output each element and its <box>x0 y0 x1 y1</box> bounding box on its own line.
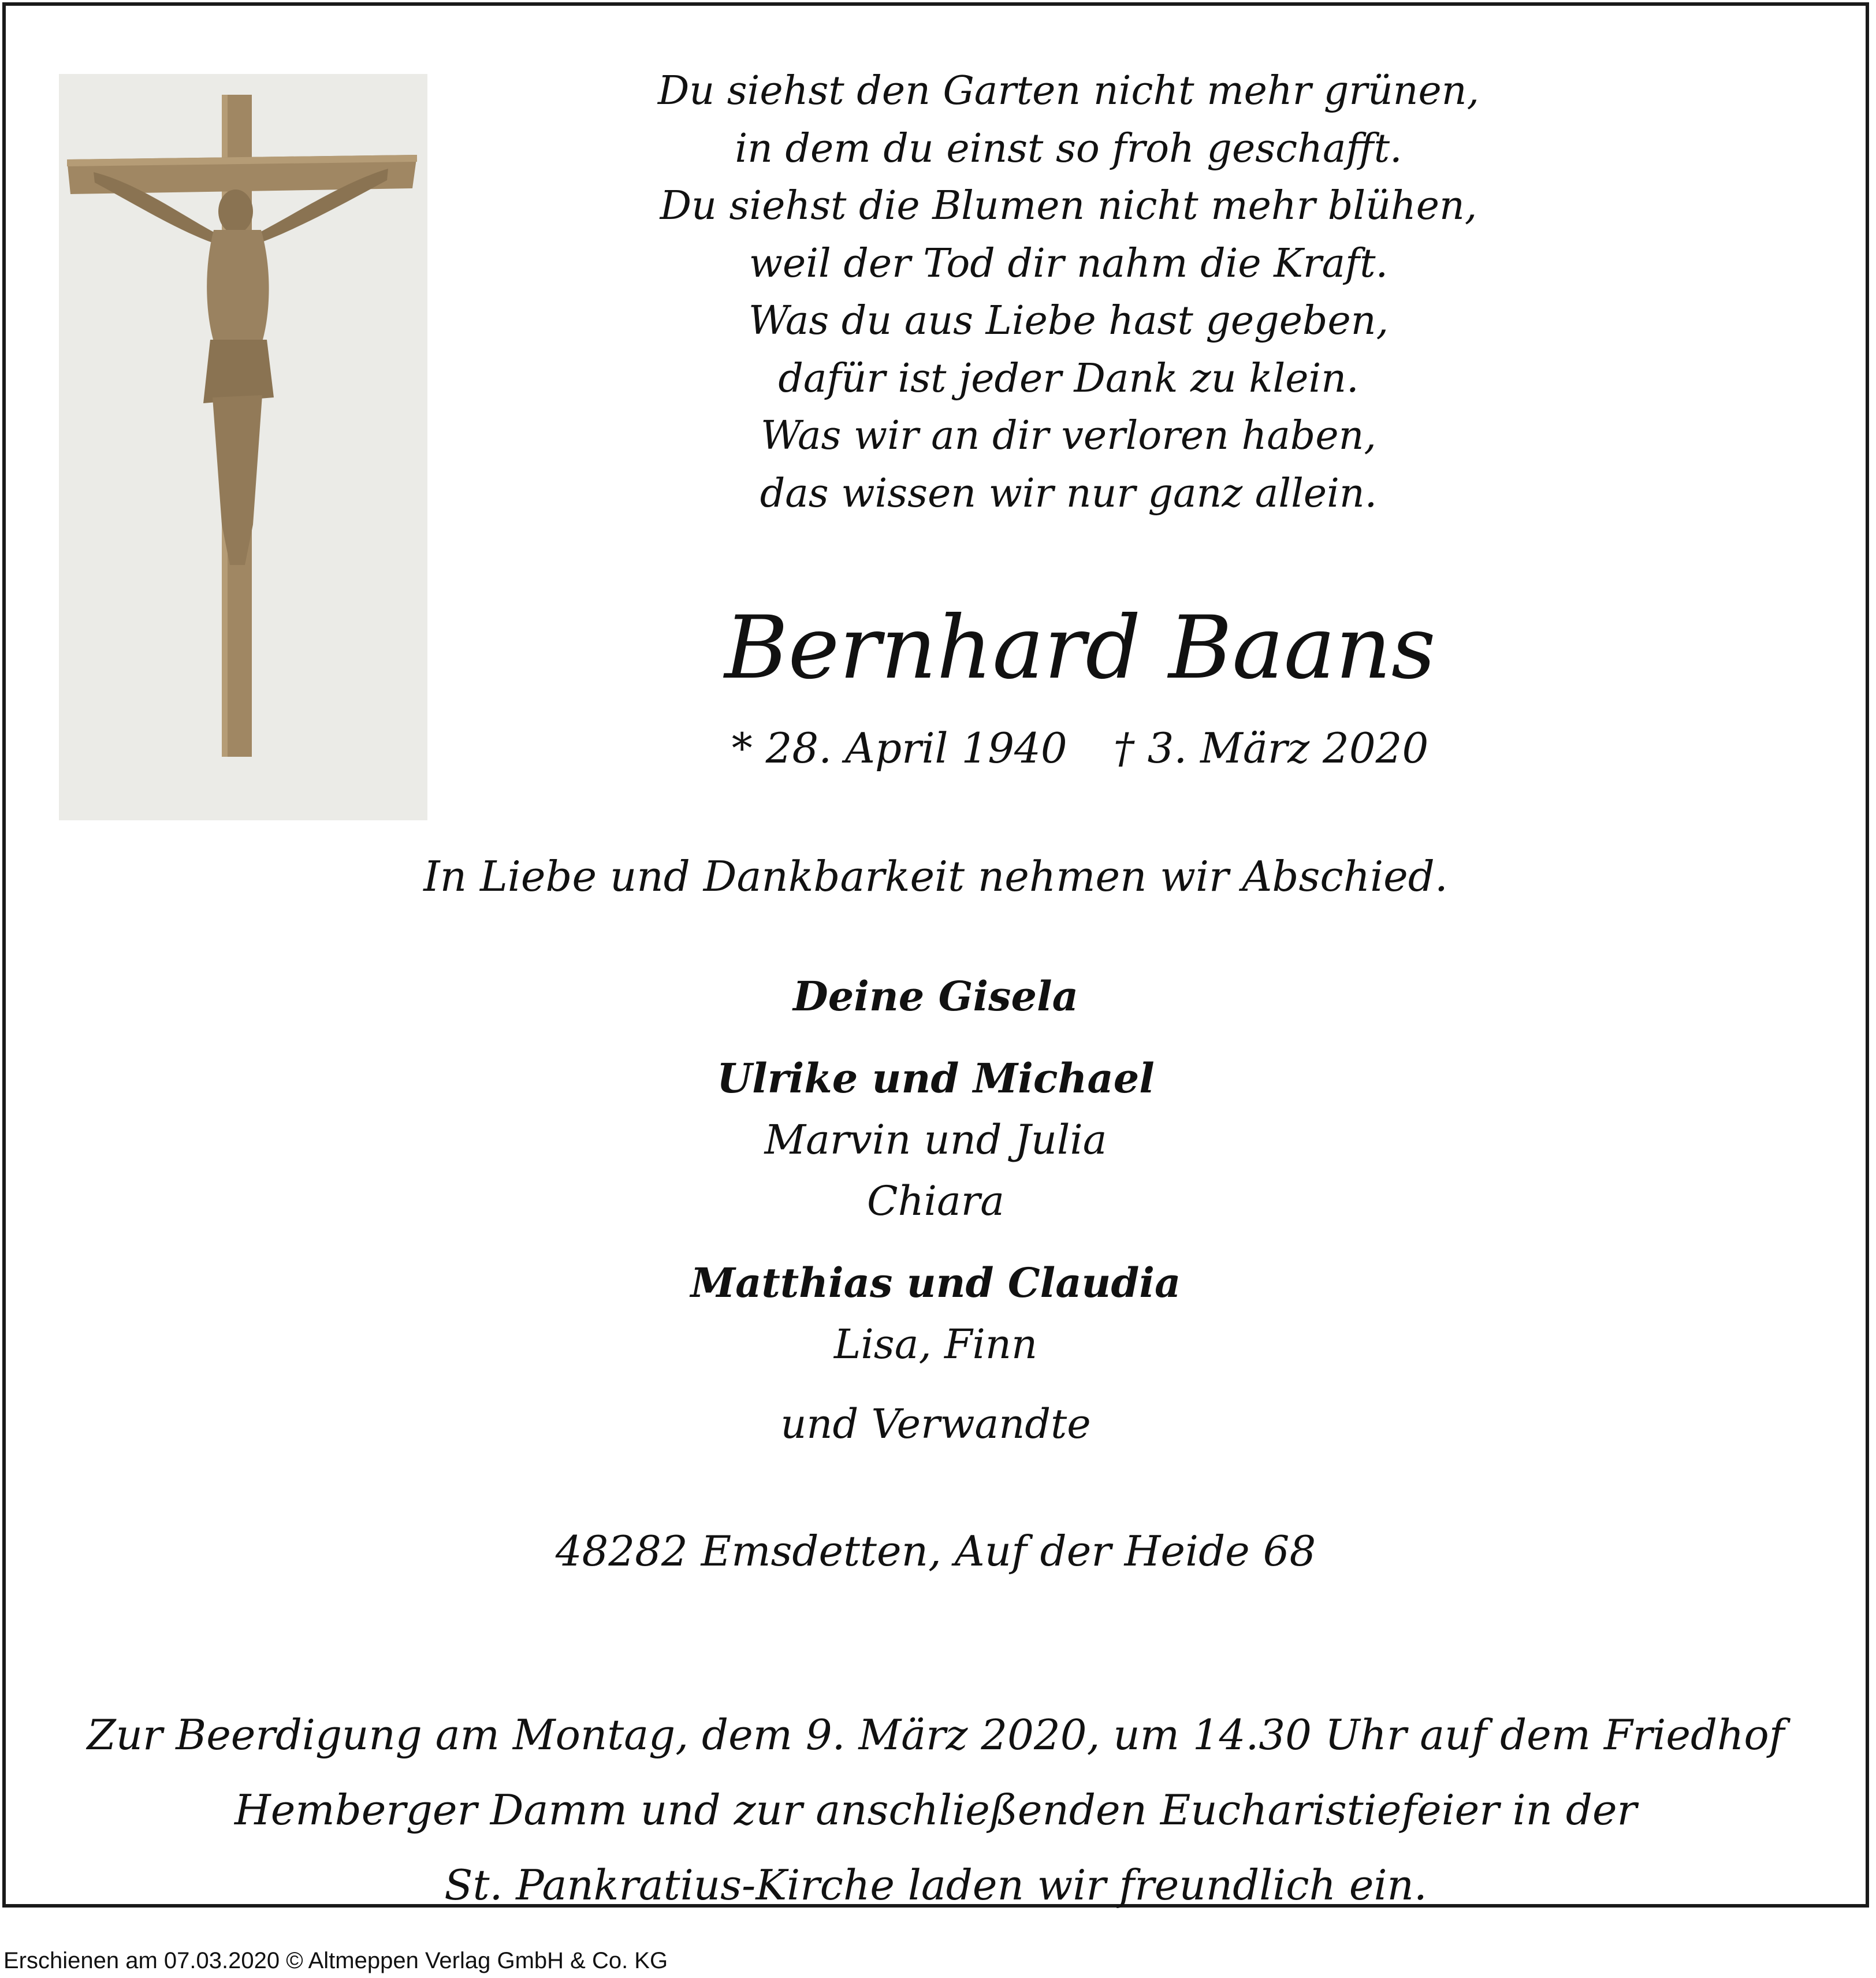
mourner-family <box>6 1048 1866 1109</box>
poem-line: dafür ist jeder Dank zu klein. <box>778 355 1359 401</box>
burial-line: Zur Beerdigung am Montag, dem 9. März 2020, um 14.30 Uhr auf dem Friedhof <box>87 1711 1785 1759</box>
burial-invitation <box>6 1697 1866 1923</box>
life-dates <box>583 722 1577 774</box>
poem-line: in dem du einst so froh geschafft. <box>735 125 1402 172</box>
family-address: 48282 Emsdetten, Auf der Heide 68 <box>555 1527 1316 1575</box>
mourner-relatives: und Verwandte <box>780 1400 1091 1448</box>
burial-line: Hemberger Damm und zur anschließenden Eucharistiefeier in der <box>234 1786 1637 1834</box>
mourner-family <box>6 1252 1866 1314</box>
poem-line: Was wir an dir verloren haben, <box>761 413 1376 459</box>
mourner-grandchildren: Marvin und Julia <box>764 1116 1107 1163</box>
mourner-spouse <box>6 966 1866 1027</box>
mourner-grandchildren: Chiara <box>867 1177 1004 1225</box>
mourner-family-label: Ulrike und Michael <box>717 1054 1155 1102</box>
mourner-grandchildren: Lisa, Finn <box>833 1321 1038 1368</box>
death-date: † 3. März 2020 <box>1113 724 1429 772</box>
crucifix-image <box>59 74 427 820</box>
mourner-family-label: Matthias und Claudia <box>690 1259 1181 1307</box>
poem-line: Du siehst den Garten nicht mehr grünen, <box>657 68 1480 114</box>
poem-line: weil der Tod dir nahm die Kraft. <box>749 240 1389 287</box>
poem <box>583 62 1554 522</box>
mourner-spouse-label: Deine Gisela <box>793 972 1078 1020</box>
poem-line: Du siehst die Blumen nicht mehr blühen, <box>660 183 1477 229</box>
publication-footer: Erschienen am 07.03.2020 © Altmeppen Verlag GmbH & Co. KG <box>3 1948 668 1973</box>
burial-line: St. Pankratius-Kirche laden wir freundlich ein. <box>444 1861 1427 1909</box>
farewell-text: In Liebe und Dankbarkeit nehmen wir Abschied. <box>423 852 1448 901</box>
obituary-notice <box>2 2 1869 1908</box>
deceased-name: Bernhard Baans <box>724 598 1436 698</box>
poem-line: das wissen wir nur ganz allein. <box>760 470 1378 516</box>
birth-date: * 28. April 1940 <box>731 724 1067 772</box>
poem-line: Was du aus Liebe hast gegeben, <box>748 298 1389 344</box>
